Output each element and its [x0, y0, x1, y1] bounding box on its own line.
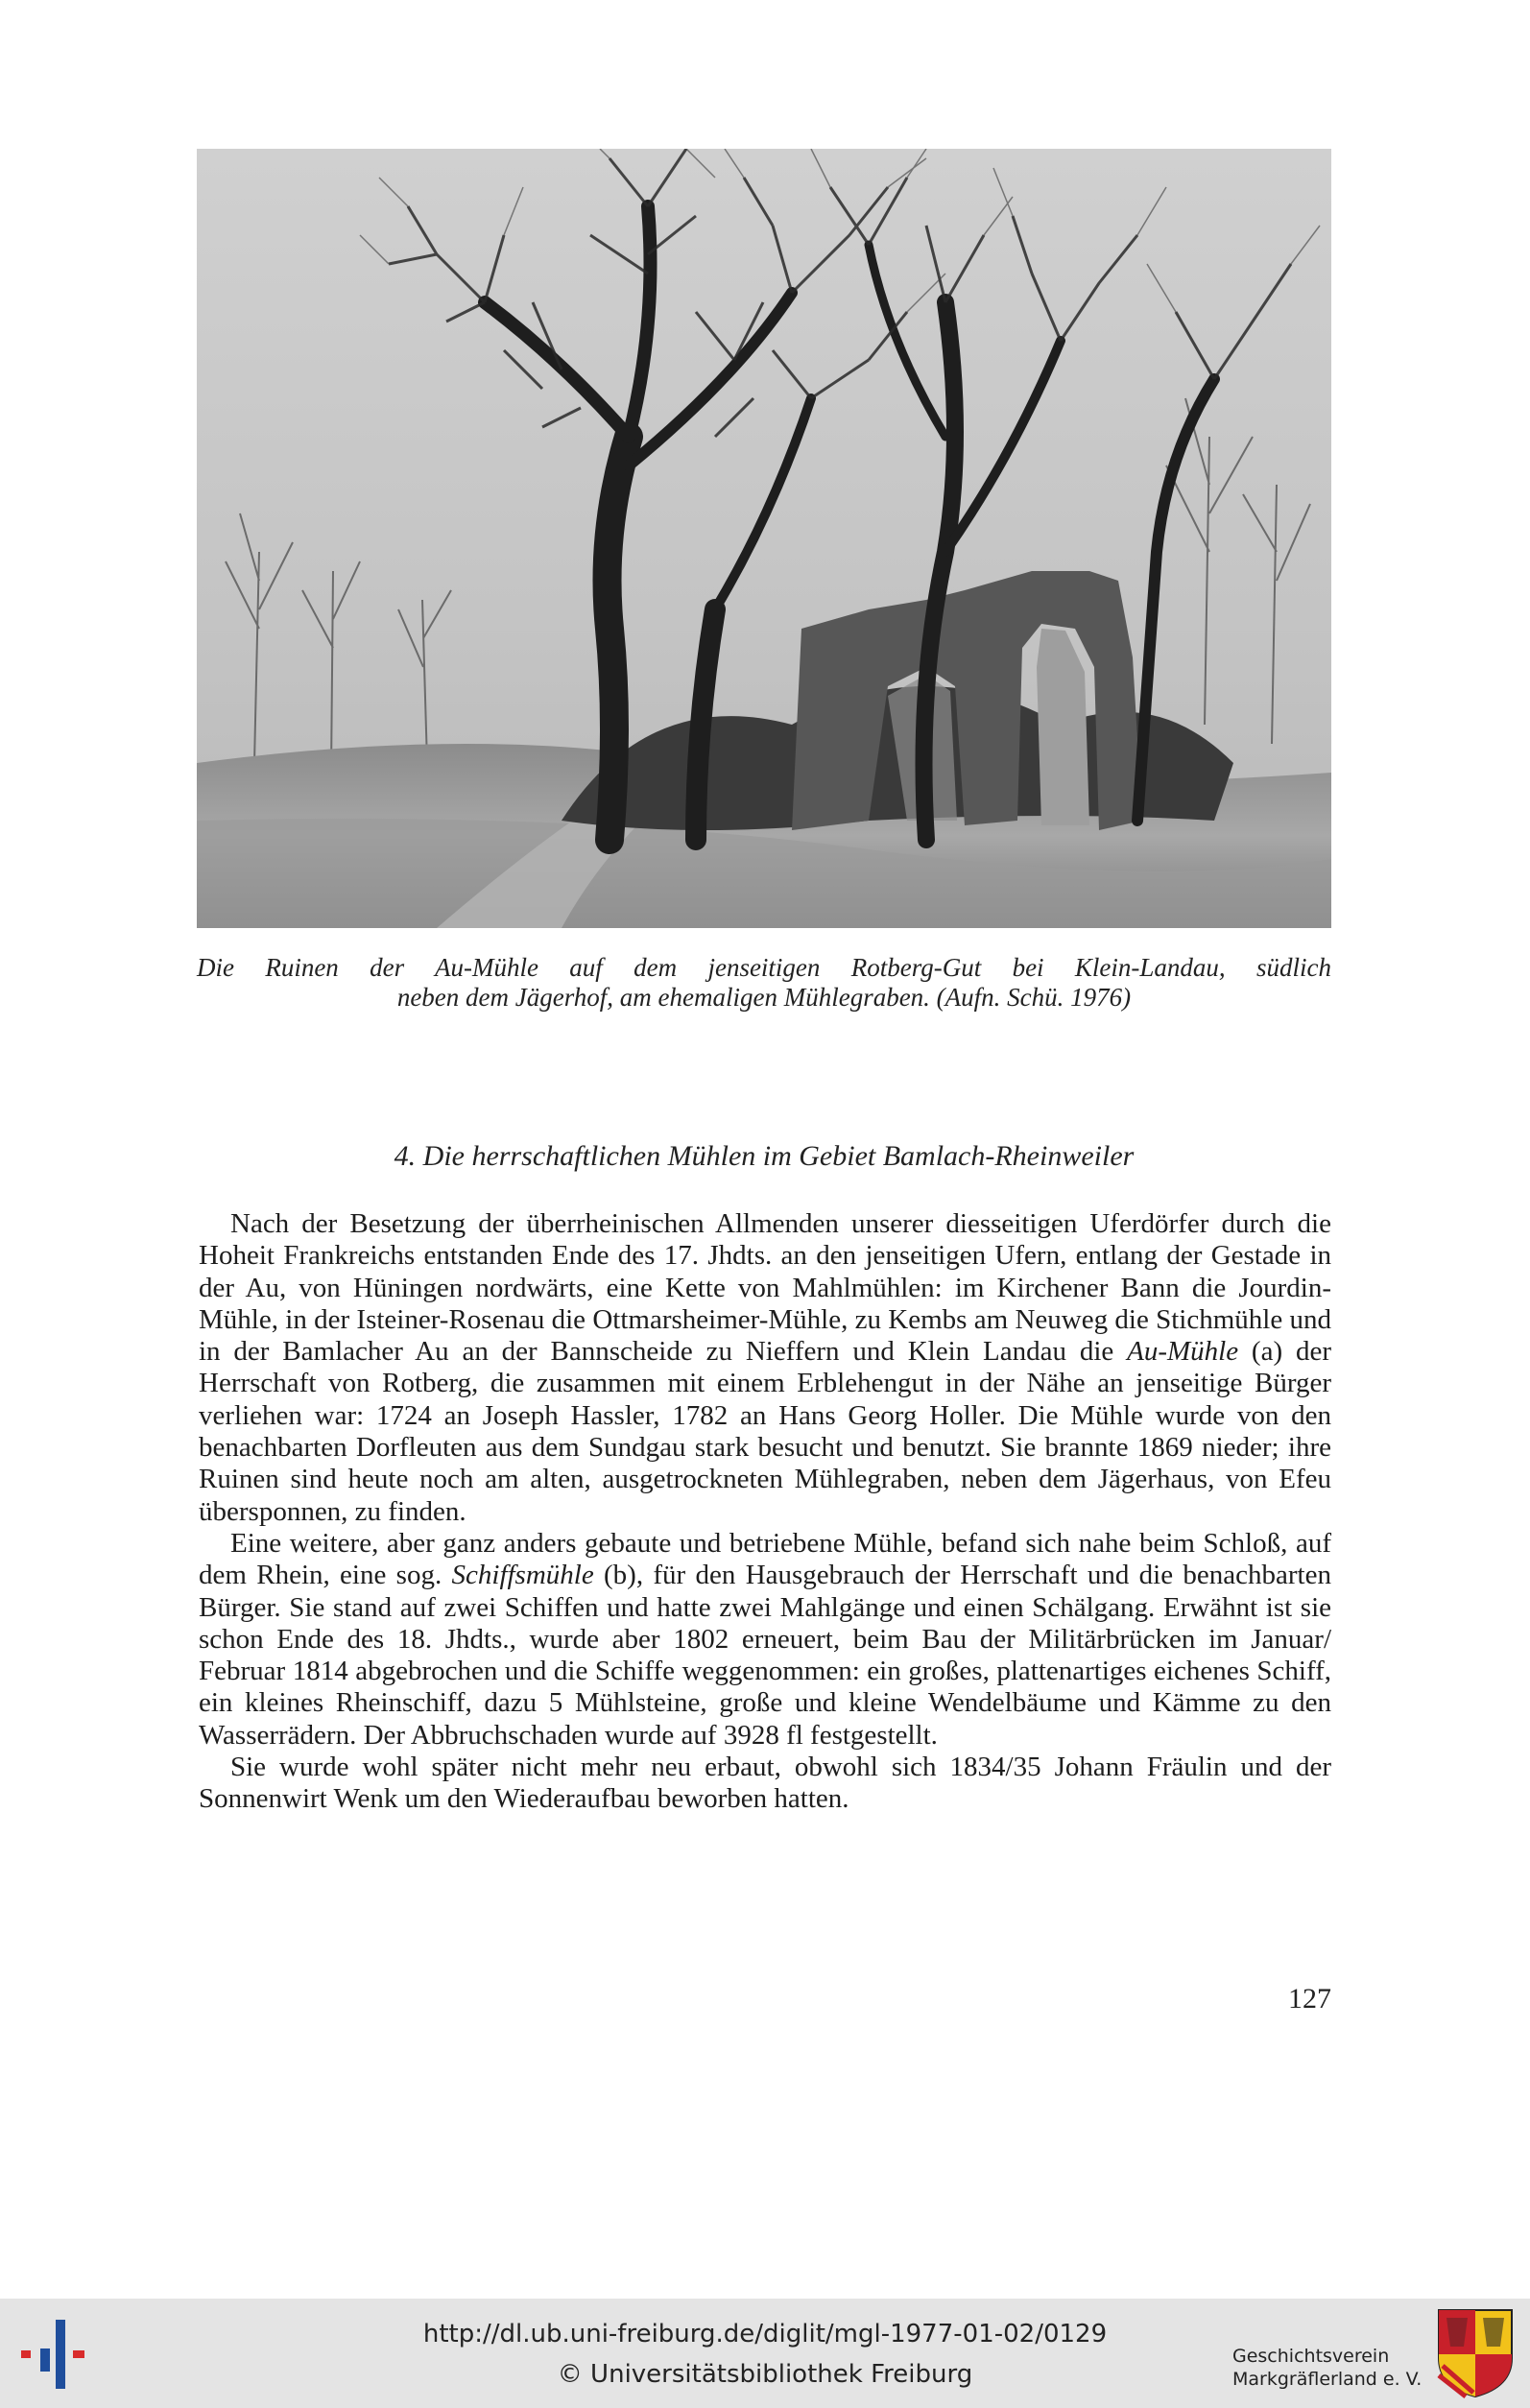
paragraph-1-term-au-muehle: Au-Mühle	[1127, 1336, 1239, 1368]
society-line-2: Markgräflerland e. V.	[1232, 2369, 1422, 2390]
paragraph-2-text-b: (b), für den Hausgebrauch der Herrschaft und die benachbarten Bürger. Sie stand auf zwei Schiffen und hatte zwei Mahlgänge und einen Schälgang. Erwähnt ist sie schon Ende des 18. Jhdts., wurde aber 1802 erneuert, beim Bau der Militärbrücken im Januar/ Februar 1814 abgebrochen und die Schiffe weggenommen: ein großes, plattenartiges eichenes Schiff, ein kleines Rheinschiff, dazu 5 Mühlsteine, große und kleine Wendelbäume und Kämme zu den Wasserrädern. Der Abbruchschaden wurde auf 3928 fl festgestellt.	[199, 1560, 1331, 1751]
paragraph-2-text-a: Eine weitere, aber ganz anders gebaute und betriebene Mühle, befand sich nahe beim Schloß, auf dem Rhein, eine sog.	[199, 1527, 1331, 1591]
section-heading: 4. Die herrschaftlichen Mühlen im Gebiet Bamlach-Rheinweiler	[394, 1140, 1135, 1172]
paragraph-3-text: Sie wurde wohl später nicht mehr neu erbaut, obwohl sich 1834/35 Johann Fräulin und der Sonnenwirt Wenk um den Wiederaufbau beworben hatten.	[199, 1752, 1331, 1815]
caption-line-2: neben dem Jägerhof, am ehemaligen Mühlegraben. (Aufn. Schü. 1976)	[396, 983, 1132, 1012]
paragraph-2-term-schiffsmuehle: Schiffsmühle	[451, 1560, 594, 1591]
caption-line-1: Die Ruinen der Au-Mühle auf dem jenseitigen Rotberg-Gut bei Klein-Landau, südlich	[197, 953, 1331, 982]
markgraeflerland-crest-icon	[1437, 2308, 1514, 2398]
page-number: 127	[1288, 1983, 1331, 2015]
society-line-1: Geschichtsverein	[1232, 2346, 1390, 2367]
footer-bar	[0, 2299, 1530, 2408]
paragraph-1-text-b: (a) der Herrschaft von Rotberg, die zusammen mit einem Erblehengut in der Nähe an jenseitige Bürger verliehen war: 1724 an Joseph Hassler, 1782 an Hans Georg Holler. Die Mühle wurde von den benachbarten Dorfleuten aus dem Sundgau stark besucht und benutzt. Sie brannte 1869 nieder; ihre Ruinen sind heute noch am alten, ausgetrockneten Mühlegraben, neben dem Jägerhaus, von Efeu übersponnen, zu finden.	[199, 1336, 1332, 1527]
footer-url-link[interactable]: http://dl.ub.uni-freiburg.de/diglit/mgl-1977-01-02/0129	[422, 2320, 1108, 2348]
paragraph-1-text-a: Nach der Besetzung der überrheinischen Allmenden unserer diesseitigen Uferdörfer durch die Hoheit Frankreichs entstanden Ende des 17. Jhdts. an den jenseitigen Ufern, entlang der Gestade in der Au, von Hüningen nordwärts, eine Kette von Mahlmühlen: im Kirchener Bann die Jourdin-Mühle, in der Isteiner-Rosenau die Ottmarsheimer-Mühle, zu Kembs am Neuweg die Stichmühle und in der Bamlacher Au an der Bannscheide zu Nieffern und Klein Landau die	[199, 1208, 1331, 1368]
figure-photo	[197, 149, 1331, 928]
ruins-photo-image	[197, 149, 1331, 928]
paragraph-3	[199, 1752, 1331, 1816]
paragraph-2	[199, 1528, 1331, 1752]
footer-copyright: © Universitätsbibliothek Freiburg	[557, 2360, 973, 2389]
paragraph-1	[199, 1208, 1331, 1528]
body-text	[199, 1208, 1331, 1816]
footer-society-name	[1232, 2345, 1444, 2391]
figure-caption	[197, 953, 1331, 1013]
